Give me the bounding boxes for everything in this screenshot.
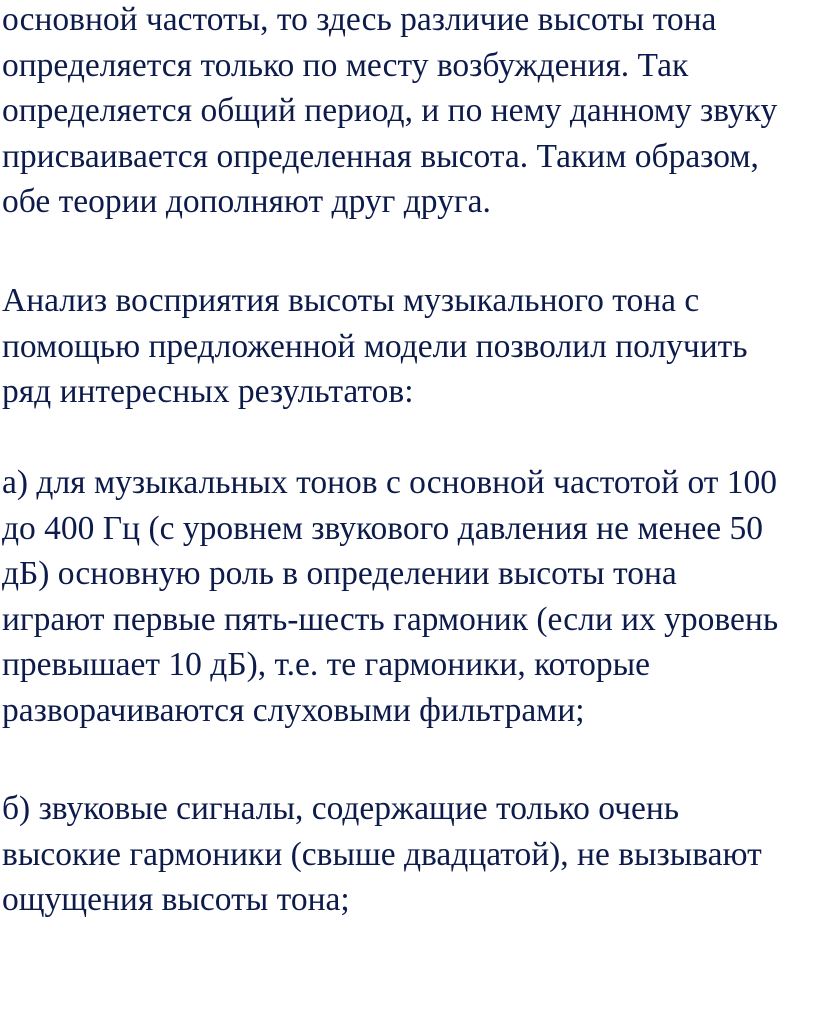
text-line: определяется общий период, и по нему данному звуку — [2, 92, 778, 130]
text-line: дБ) основную роль в определении высоты тона — [2, 555, 677, 593]
text-line: высокие гармоники (свыше двадцатой), не вызывают — [2, 835, 762, 873]
text-line: основной частоты, то здесь различие высоты тона — [2, 1, 717, 38]
document-page — [2, 0, 816, 1015]
text-line: б) звуковые сигналы, содержащие только очень — [2, 790, 680, 827]
paragraph-theories-complement — [2, 0, 777, 225]
paragraph-analysis-intro — [2, 278, 748, 415]
text-line: до 400 Гц (с уровнем звукового давления не менее 50 — [2, 509, 763, 547]
text-line: Анализ восприятия высоты музыкального тона с — [2, 282, 700, 319]
text-line: присваивается определенная высота. Таким образом, — [2, 137, 759, 175]
text-line: разворачиваются слуховыми фильтрами; — [2, 691, 585, 729]
text-line: ощущения высоты тона; — [2, 881, 350, 919]
text-line: определяется только по месту возбуждения. Так — [2, 46, 689, 84]
text-line: обе теории дополняют друг друга. — [2, 183, 491, 221]
paragraph-result-b — [2, 786, 762, 923]
text-line: а) для музыкальных тонов с основной частотой от 100 — [2, 464, 778, 501]
text-line: превышает 10 дБ), т.е. те гармоники, которые — [2, 646, 651, 684]
text-line: помощью предложенной модели позволил получить — [2, 327, 748, 365]
paragraph-result-a — [2, 460, 778, 734]
text-line: ряд интересных результатов: — [2, 373, 414, 411]
text-line: играют первые пять-шесть гармоник (если их уровень — [2, 600, 779, 638]
